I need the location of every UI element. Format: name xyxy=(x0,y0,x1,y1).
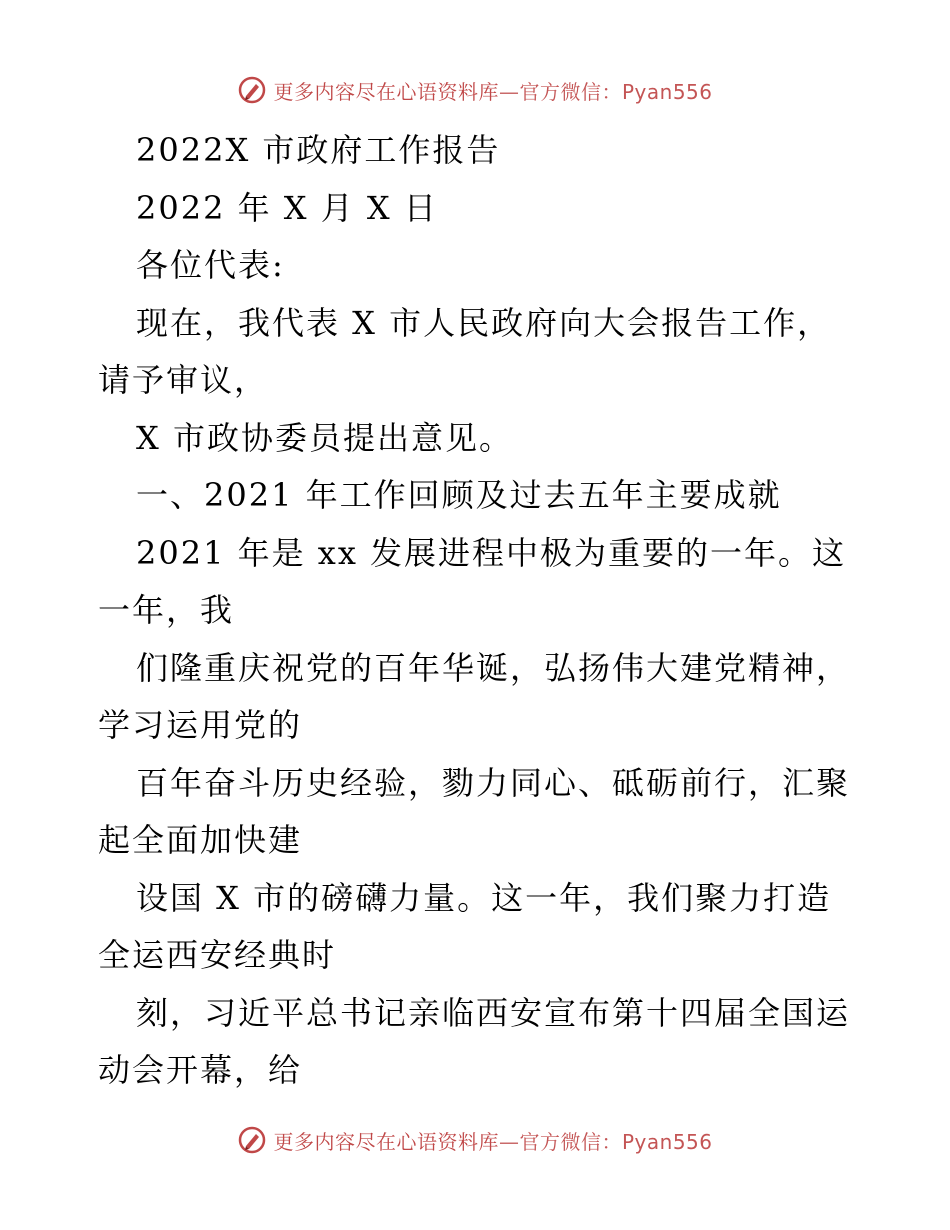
watermark-text xyxy=(273,1126,712,1155)
watermark-header xyxy=(0,70,950,110)
watermark-label: 官方微信： xyxy=(519,1129,622,1154)
document-body xyxy=(98,122,868,1100)
text-line: 一年，我 xyxy=(98,591,235,629)
text-line: 各位代表: xyxy=(136,246,285,284)
watermark-main-text: 更多内容尽在心语资料库 xyxy=(273,1129,499,1154)
watermark-wechat-id: Pyan556 xyxy=(621,1129,713,1154)
text-line: X 市政协委员提出意见。 xyxy=(136,418,513,457)
watermark-footer xyxy=(0,1120,950,1160)
text-line: 设国 X 市的磅礴力量。这一年，我们聚力打造 xyxy=(136,878,832,917)
pen-logo-icon xyxy=(237,75,267,105)
watermark-wechat-id: Pyan556 xyxy=(621,79,713,104)
text-line: 动会开幕，给 xyxy=(98,1051,303,1089)
text-line: 学习运用党的 xyxy=(98,706,303,744)
text-line: 全运西安经典时 xyxy=(98,936,337,974)
watermark-main-text: 更多内容尽在心语资料库 xyxy=(273,79,499,104)
watermark-dash: — xyxy=(498,1129,520,1154)
text-line: 请予审议， xyxy=(98,361,269,399)
text-line: 百年奋斗历史经验，勠力同心、砥砺前行，汇聚 xyxy=(136,763,851,802)
watermark-dash: — xyxy=(498,79,520,104)
text-line: 起全面加快建 xyxy=(98,821,303,859)
text-line: 现在，我代表 X 市人民政府向大会报告工作， xyxy=(136,303,832,342)
pen-logo-icon xyxy=(237,1125,267,1155)
text-line: 2022X 市政府工作报告 xyxy=(136,131,501,169)
watermark-text xyxy=(273,76,712,105)
text-line: 2022 年 X 月 X 日 xyxy=(136,188,438,227)
text-line: 2021 年是 xx 发展进程中极为重要的一年。这 xyxy=(136,533,847,572)
text-line: 们隆重庆祝党的百年华诞，弘扬伟大建党精神， xyxy=(136,648,851,687)
watermark-label: 官方微信： xyxy=(519,79,622,104)
text-line: 刻，习近平总书记亲临西安宣布第十四届全国运 xyxy=(136,993,851,1032)
text-line: 一、2021 年工作回顾及过去五年主要成就 xyxy=(136,476,782,514)
